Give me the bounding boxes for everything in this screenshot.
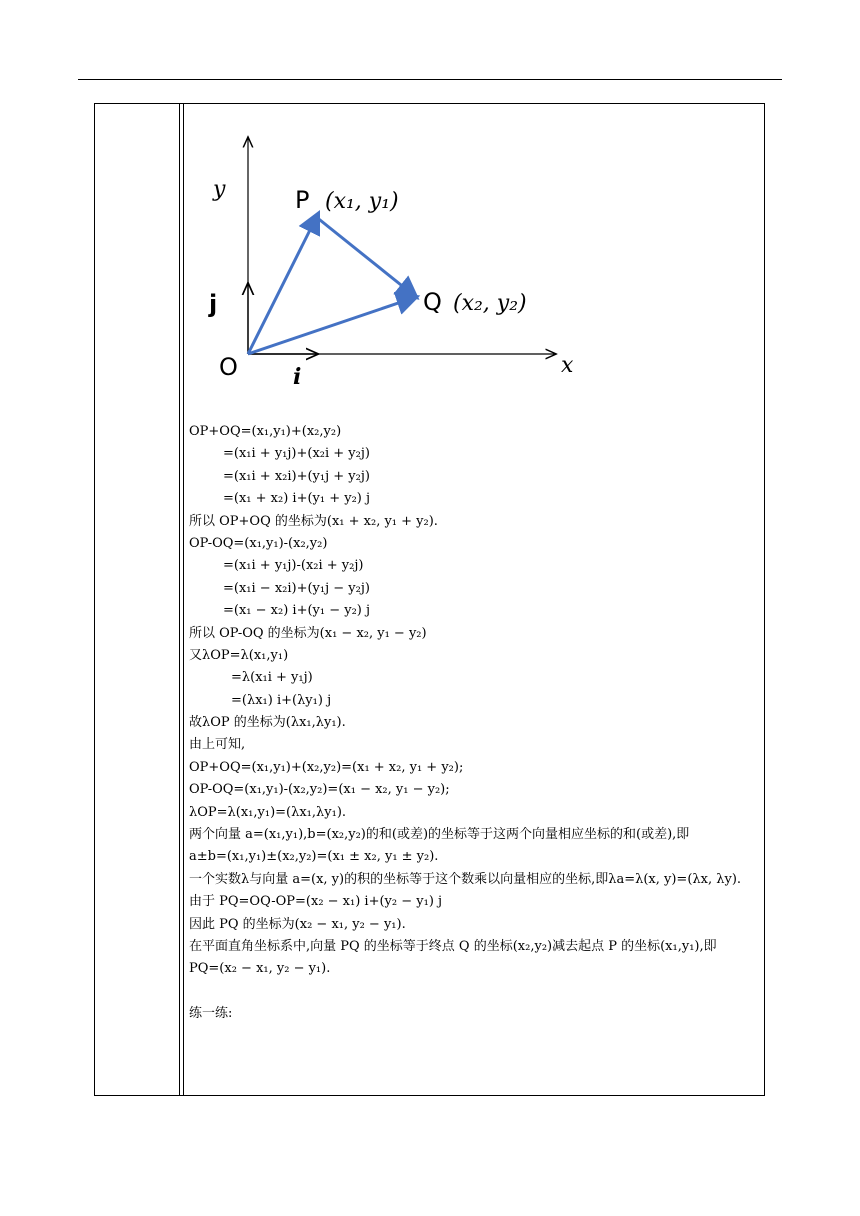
text-line: 由上可知,: [189, 737, 246, 753]
text-line: PQ=(x₂ − x₁, y₂ − y₁).: [189, 961, 331, 977]
text-paragraph: 一个实数λ与向量 a=(x, y)的积的坐标等于这个数乘以向量相应的坐标,即λa=λ(x, y)=(λx, λy).: [189, 871, 742, 887]
text-line: 又λOP=λ(x₁,y₁): [189, 647, 289, 663]
text-line: OP-OQ=(x₁,y₁)-(x₂,y₂): [189, 535, 328, 551]
blank-line: [189, 981, 759, 1003]
text-line: =λ(x₁i + y₁j): [231, 670, 313, 686]
column-divider: [183, 104, 184, 1095]
text-line: =(x₁ − x₂) i+(y₁ − y₂) j: [223, 603, 371, 619]
text-line: 故λOP 的坐标为(λx₁,λy₁).: [189, 715, 346, 731]
text-line: OP+OQ=(x₁,y₁)+(x₂,y₂)=(x₁ + x₂, y₁ + y₂);: [189, 759, 464, 775]
label-unit-i: i: [293, 364, 302, 390]
text-line: =(λx₁) i+(λy₁) j: [231, 692, 332, 708]
text-line: λOP=λ(x₁,y₁)=(λx₁,λy₁).: [189, 804, 347, 820]
text-line: OP-OQ=(x₁,y₁)-(x₂,y₂)=(x₁ − x₂, y₁ − y₂);: [189, 782, 450, 798]
header-rule: [78, 79, 782, 80]
label-axis-y: y: [213, 177, 226, 202]
label-unit-j: j: [209, 290, 218, 318]
text-line: =(x₁i + y₁j)-(x₂i + y₂j): [223, 558, 364, 574]
label-axis-x: x: [561, 353, 574, 378]
text-line: 所以 OP-OQ 的坐标为(x₁ − x₂, y₁ − y₂): [189, 625, 427, 641]
text-line: 所以 OP+OQ 的坐标为(x₁ + x₂, y₁ + y₂).: [189, 513, 438, 529]
text-line: =(x₁i + y₁j)+(x₂i + y₂j): [223, 446, 370, 462]
content-table: [94, 103, 765, 1096]
label-point-p: P: [295, 186, 310, 214]
label-point-q-coord: (x₂, y₂): [453, 291, 527, 316]
text-line: a±b=(x₁,y₁)±(x₂,y₂)=(x₁ ± x₂, y₁ ± y₂).: [189, 849, 439, 865]
label-point-p-coord: (x₁, y₁): [325, 189, 399, 214]
practice-heading: 练一练:: [189, 1006, 233, 1022]
text-line: 由于 PQ=OQ-OP=(x₂ − x₁) i+(y₂ − y₁) j: [189, 894, 443, 910]
text-line: OP+OQ=(x₁,y₁)+(x₂,y₂): [189, 424, 342, 439]
text-line: =(x₁ + x₂) i+(y₁ + y₂) j: [223, 491, 371, 507]
label-origin: O: [219, 353, 238, 381]
text-line: =(x₁i − x₂i)+(y₁j − y₂j): [223, 580, 370, 596]
text-line: =(x₁i + x₂i)+(y₁j + y₂j): [223, 468, 370, 484]
text-paragraph: 两个向量 a=(x₁,y₁),b=(x₂,y₂)的和(或差)的坐标等于这两个向量相应坐标的和(或差),即: [189, 827, 690, 843]
vector-diagram: [209, 134, 595, 394]
derivation-text: [189, 421, 759, 1026]
vector-pq: [315, 216, 416, 297]
text-line: 因此 PQ 的坐标为(x₂ − x₁, y₂ − y₁).: [189, 916, 406, 932]
label-column: [95, 104, 180, 1095]
label-point-q: Q: [423, 288, 442, 316]
text-paragraph: 在平面直角坐标系中,向量 PQ 的坐标等于终点 Q 的坐标(x₂,y₂)减去起点 P 的坐标(x₁,y₁),即: [189, 939, 717, 955]
